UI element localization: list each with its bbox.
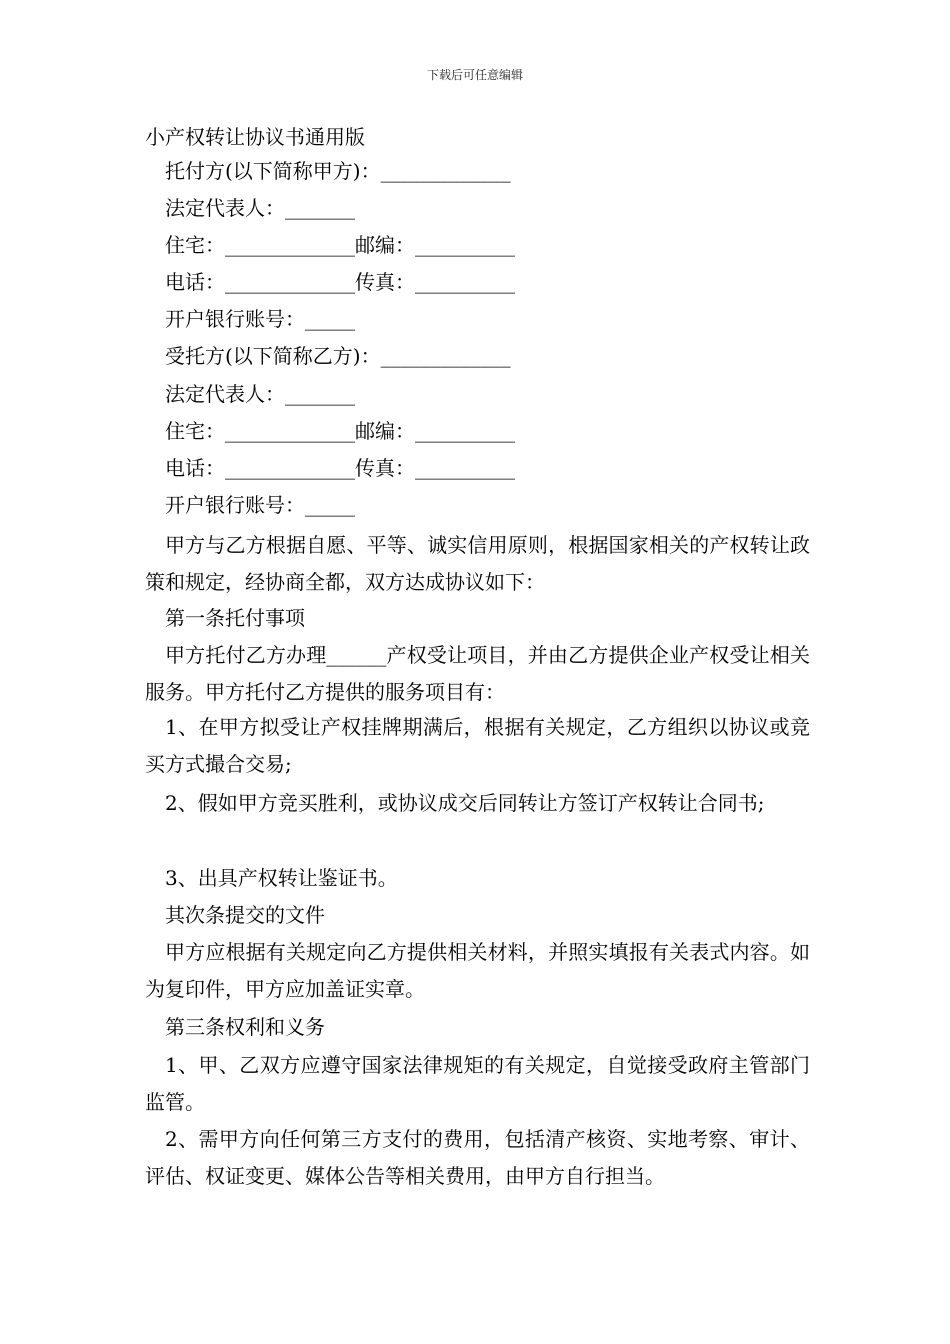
page-header-note: 下载后可任意编辑	[426, 68, 523, 82]
party-b-bank-line: 开户银行账号：_____	[165, 493, 355, 517]
party-a-address-line: 住宅：_____________邮编：__________	[165, 233, 515, 257]
article-2-body: 甲方应根据有关规定向乙方提供相关材料，并照实填报有关表式内容。如为复印件，甲方应加盖证实章。	[145, 940, 810, 1001]
article-1-item-3: 3、出具产权转让鉴证书。	[165, 866, 398, 890]
party-b-name-line: 受托方(以下简称乙方)：_____________	[165, 344, 511, 368]
party-a-representative-line: 法定代表人：_______	[165, 196, 355, 220]
party-b-address-line: 住宅：_____________邮编：__________	[165, 419, 515, 443]
party-b-phone-line: 电话：_____________传真：__________	[165, 456, 515, 480]
party-a-bank-line: 开户银行账号：_____	[165, 307, 355, 331]
article-3-item-1: 1、甲、乙双方应遵守国家法律规矩的有关规定，自觉接受政府主管部门监管。	[145, 1053, 810, 1114]
party-a-name-line: 托付方(以下简称甲方)：_____________	[165, 159, 511, 183]
preamble-paragraph: 甲方与乙方根据自愿、平等、诚实信用原则，根据国家相关的产权转让政策和规定，经协商全都，双方达成协议如下：	[145, 533, 810, 594]
article-3-heading: 第三条权利和义务	[165, 1015, 325, 1039]
party-a-phone-line: 电话：_____________传真：__________	[165, 270, 515, 294]
article-1-intro: 甲方托付乙方办理______产权受让项目，并由乙方提供企业产权受让相关服务。甲方托付乙方提供的服务项目有：	[145, 643, 810, 704]
article-3-item-2: 2、需甲方向任何第三方支付的费用，包括清产核资、实地考察、审计、评估、权证变更、媒体公告等相关费用，由甲方自行担当。	[145, 1127, 810, 1188]
document-title: 小产权转让协议书通用版	[145, 125, 365, 149]
article-1-item-1: 1、在甲方拟受让产权挂牌期满后，根据有关规定，乙方组织以协议或竞买方式撮合交易;	[145, 715, 810, 776]
article-1-item-2: 2、假如甲方竞买胜利，或协议成交后同转让方签订产权转让合同书;	[165, 791, 765, 815]
article-1-heading: 第一条托付事项	[165, 606, 305, 630]
party-b-representative-line: 法定代表人：_______	[165, 382, 355, 406]
article-2-heading: 其次条提交的文件	[165, 903, 325, 927]
